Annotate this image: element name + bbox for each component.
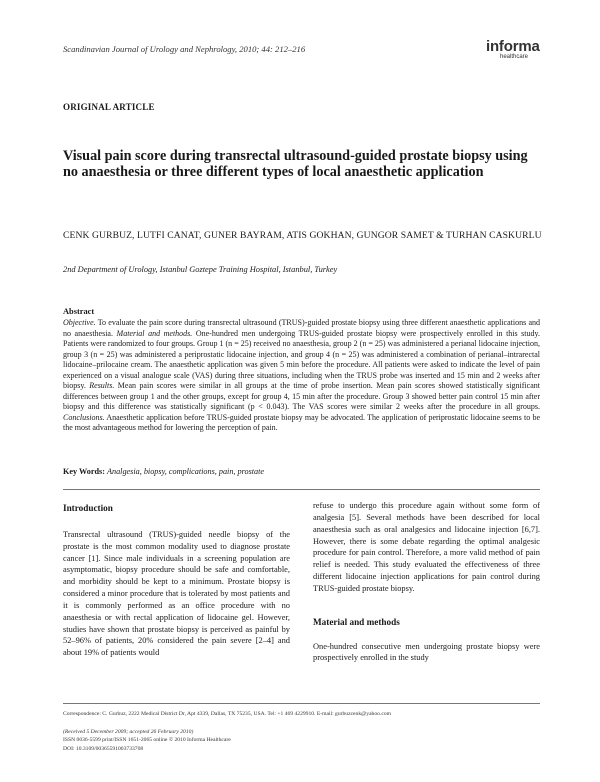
keywords (63, 467, 264, 476)
right-column (313, 500, 540, 664)
received-dates: (Received 5 December 2009; accepted 26 February 2010) (63, 729, 194, 736)
introduction-heading: Introduction (63, 503, 113, 513)
abstract-methods: One-hundred men undergoing TRUS-guided prostate biopsy were prospectively enrolled in this study. Patients were randomized to four groups. Group 1 (n = 25) received no anaesthesia, group 2 (n = 25) was administered a perianal lidocaine injection, group 3 (n = 25) was administered a periprostatic lidocaine injection, and group 4 (n = 25) was administered a combination of perianal–intrarectal lidocaine–prilocaine cream. The anaesthetic application was given 5 min before the procedure. All patients were asked to indicate the level of pain experienced on a visual analogue scale (VAS) during three situations, including when the TRUS probe was inserted and 15 min and 2 weeks after biopsy. (63, 328, 540, 391)
correspondence: Correspondence: C. Gurbuz, 2222 Medical District Dr, Apt 4339, Dallas, TX 75235, USA. Tel: +1 469 4229910. E-mail: gurbuzcenk@yahoo.com (63, 711, 391, 717)
abstract-conclusions: Anaesthetic application before TRUS-guided prostate biopsy may be advocated. The application of periprostatic lidocaine seems to be the most advantageous method for lowering the perception of pain. (63, 412, 540, 432)
journal-citation: Scandinavian Journal of Urology and Nephrology, 2010; 44: 212–216 (63, 44, 306, 54)
abstract-results-label: Results. (89, 381, 115, 391)
affiliation: 2nd Department of Urology, Istanbul Goztepe Training Hospital, Istanbul, Turkey (63, 265, 338, 274)
abstract-conclusions-label: Conclusions. (63, 412, 105, 422)
keywords-label: Key Words: (63, 467, 105, 476)
introduction-text: Transrectal ultrasound (TRUS)-guided needle biopsy of the prostate is the most common modality used to diagnose prostate cancer [1]. Since male individuals in a screening population are asymptomatic, biopsy procedure should be safe and comfortable, and morbidity should be kept to a minimum. Prostate biopsy is considered a minor procedure that is tolerated by most patients and it is commonly performed as an office procedure with no anaesthesia or with rectal application of lidocaine gel. However, studies have shown that prostate biopsy is perceived as painful by 52–96% of patients, 20% considered the pain severe [2–4] and about 19% of patients would (63, 529, 290, 658)
publisher-logo-word: informa (486, 38, 540, 55)
article-type: ORIGINAL ARTICLE (63, 102, 155, 112)
publisher-logo (486, 39, 540, 61)
abstract-results: Mean pain scores were similar in all groups at the time of probe insertion. Mean pain scores showed statistically significant differences between group 1 and the other groups, except for group 4, 15 min after the procedure. Group 3 showed better pain control 15 min after biopsy and this difference was statistically significant (p < 0.043). The VAS scores were similar 2 weeks after the procedure in all groups. (63, 381, 540, 412)
introduction-continued: refuse to undergo this procedure again without some form of analgesia [5]. Several methods have been described for local anaesthesia such as oral analgesics and lidocaine injection [6,7]. However, there is some debate regarding the optimal analgesic procedure for pain control. Therefore, a more valid method of pain relief is needed. This study evaluated the effectiveness of three different lidocaine injection applications for pain control during TRUS-guided prostate biopsy. (313, 501, 540, 593)
methods-heading: Material and methods (313, 616, 400, 627)
abstract-methods-label: Material and methods. (116, 328, 193, 338)
author-list: CENK GURBUZ, LUTFI CANAT, GUNER BAYRAM, ATIS GOKHAN, GUNGOR SAMET & TURHAN CASKURLU (63, 230, 542, 241)
abstract-heading: Abstract (63, 307, 95, 316)
left-column (63, 503, 290, 659)
section-divider (63, 489, 540, 490)
doi: DOI: 10.3109/00365591003733708 (63, 745, 144, 752)
issn: ISSN 0036-5599 print/ISSN 1651-2065 online © 2010 Informa Healthcare (63, 737, 231, 744)
abstract (63, 307, 540, 433)
footer (63, 710, 543, 753)
footer-divider (63, 703, 540, 704)
publisher-logo-sub: healthcare (500, 54, 529, 60)
abstract-objective: To evaluate the pain score during transrectal ultrasound (TRUS)-guided prostate biopsy using three different anaesthetic applications and no anaesthesia. (63, 318, 540, 338)
keywords-terms: Analgesia, biopsy, complications, pain, prostate (106, 467, 265, 476)
methods-text: One-hundred consecutive men undergoing prostate biopsy were prospectively enrolled in the study (313, 641, 540, 663)
article-title: Visual pain score during transrectal ultrasound-guided prostate biopsy using no anaesthesia or three different types of local anaesthetic application (63, 148, 528, 180)
abstract-objective-label: Objective. (63, 318, 96, 328)
